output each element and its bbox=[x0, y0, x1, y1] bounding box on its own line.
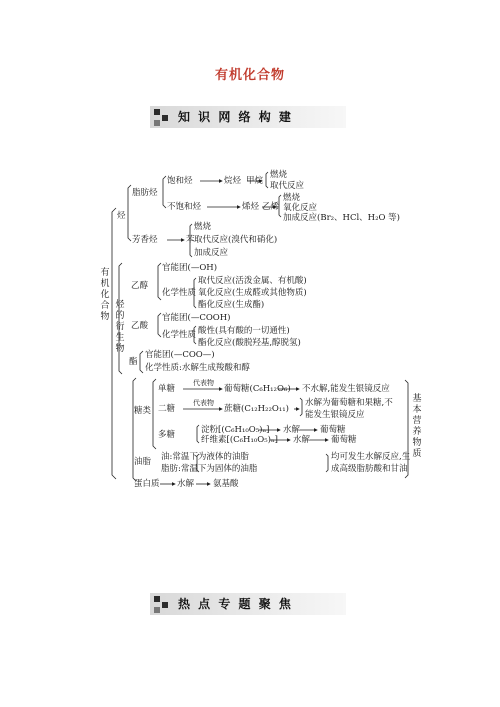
acetic-chem-label: 化学性质 bbox=[162, 330, 197, 340]
di-label: 二糖 bbox=[158, 404, 176, 414]
ethanol-prop: 取代反应(活泼金属、有机酸) bbox=[198, 276, 307, 286]
ethanol-group: 官能团(—OH) bbox=[162, 263, 218, 273]
fats-label: 油脂 bbox=[134, 457, 152, 467]
glucose-short: 葡萄糖 bbox=[331, 435, 357, 445]
alkane-label: 烷烃 bbox=[224, 176, 242, 186]
banner-square-icon bbox=[162, 602, 168, 608]
poly-label: 多糖 bbox=[158, 430, 176, 440]
methane-label: 甲烷 bbox=[246, 176, 264, 186]
ester-group: 官能团(—COO—) bbox=[145, 350, 215, 360]
banner-text: 热 点 专 题 聚 焦 bbox=[178, 597, 293, 611]
hydrolysis-label: 水解 bbox=[283, 425, 301, 435]
rep-label: 代表物 bbox=[193, 399, 214, 407]
alkene-label: 烯烃 bbox=[242, 202, 260, 212]
root-label: 有机化合物 bbox=[100, 268, 110, 322]
starch-label: 淀粉[(C₆H₁₀O₅)ₙ] bbox=[201, 425, 270, 435]
banner-square-icon bbox=[154, 607, 160, 613]
unsaturated-label: 不饱和烃 bbox=[167, 202, 202, 212]
benzene-label: 苯 bbox=[186, 235, 195, 245]
sucrose-label: 蔗糖(C₁₂H₂₂O₁₁) bbox=[224, 404, 289, 414]
ethylene-label: 乙烯 bbox=[262, 202, 280, 212]
oil-label: 油:常温下为液体的油脂 bbox=[161, 452, 249, 462]
saturated-label: 饱和烃 bbox=[167, 176, 193, 186]
glucose-short: 葡萄糖 bbox=[320, 425, 346, 435]
acetic-prop: 酯化反应(酸脱羟基,醇脱氢) bbox=[198, 338, 301, 348]
acetic-group: 官能团(—COOH) bbox=[162, 313, 231, 323]
aromatic-label: 芳香烃 bbox=[132, 235, 158, 245]
ethylene-prop: 氧化反应 bbox=[283, 203, 318, 213]
mono-label: 单糖 bbox=[158, 384, 176, 394]
derivatives-label: 烃的衍生物 bbox=[115, 300, 125, 354]
aliphatic-label: 脂肪烃 bbox=[132, 188, 158, 198]
ethylene-prop: 燃烧 bbox=[283, 193, 301, 203]
hydrocarbon-label: 烃 bbox=[117, 211, 126, 221]
ethanol-chem-label: 化学性质 bbox=[162, 288, 197, 298]
methane-prop: 取代反应 bbox=[270, 181, 305, 191]
ethanol-label: 乙醇 bbox=[131, 281, 149, 291]
ethanol-prop: 酯化反应(生成酯) bbox=[198, 300, 265, 310]
hydrolysis-label: 水解 bbox=[177, 479, 195, 489]
sucrose-note: 能发生银镜反应 bbox=[305, 410, 365, 420]
glucose-label: 葡萄糖(C₆H₁₂O₆) bbox=[224, 384, 291, 394]
fats-note: 成高级脂肪酸和甘油 bbox=[331, 464, 408, 474]
banner-square-icon bbox=[154, 596, 160, 602]
topics-banner bbox=[150, 593, 346, 615]
ethylene-prop: 加成反应(Br₂、HCl、H₂O 等) bbox=[283, 213, 400, 223]
rep-label: 代表物 bbox=[193, 379, 214, 387]
page-title: 有机化合物 bbox=[214, 68, 285, 83]
benzene-prop: 加成反应 bbox=[194, 248, 229, 258]
benzene-prop: 燃烧 bbox=[194, 222, 212, 232]
cellulose-label: 纤维素[(C₆H₁₀O₅)ₙ] bbox=[201, 435, 278, 445]
ester-chem: 化学性质:水解生成羧酸和醇 bbox=[145, 363, 250, 373]
protein-label: 蛋白质 bbox=[134, 479, 160, 489]
amino-label: 氨基酸 bbox=[213, 479, 239, 489]
glucose-note: 不水解,能发生银镜反应 bbox=[302, 384, 390, 394]
benzene-prop: 取代反应(溴代和硝化) bbox=[194, 235, 278, 245]
methane-prop: 燃烧 bbox=[270, 170, 288, 180]
fats-note: 均可发生水解反应,生 bbox=[331, 452, 411, 462]
banner-text: 知 识 网 络 构 建 bbox=[178, 110, 293, 124]
acetic-prop: 酸性(具有酸的一切通性) bbox=[198, 326, 290, 336]
acetic-label: 乙酸 bbox=[131, 321, 149, 331]
ester-label: 酯 bbox=[129, 357, 138, 367]
sugars-label: 糖类 bbox=[134, 406, 152, 416]
sucrose-note: 水解为葡萄糖和果糖,不 bbox=[305, 398, 393, 408]
fat-label: 脂肪:常温下为固体的油脂 bbox=[161, 464, 258, 474]
ethanol-prop: 氧化反应(生成醛或其他物质) bbox=[198, 288, 307, 298]
hydrolysis-label: 水解 bbox=[293, 435, 311, 445]
nutrients-side-label: 基本营养物质 bbox=[412, 394, 422, 459]
